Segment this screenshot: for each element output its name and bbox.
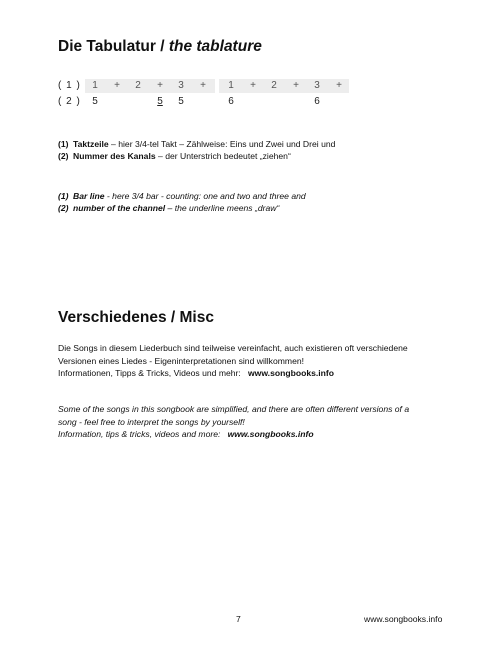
note-text: - here 3/4 bar - counting: one and two and three and	[104, 191, 306, 201]
beat-cell: 2	[135, 80, 141, 91]
note-term: Bar line	[73, 191, 105, 201]
para-line: Some of the songs in this songbook are simplified, and there are often different versions of a	[58, 404, 410, 414]
beat-cell: +	[293, 80, 299, 91]
misc-paragraph-english	[58, 403, 458, 441]
beat-cell: 3	[178, 80, 184, 91]
para-line	[58, 367, 458, 380]
note-number: (2)	[58, 151, 69, 161]
para-line: song - feel free to interpret the songs by yourself!	[58, 416, 245, 427]
channel-cell: 6	[314, 96, 320, 107]
bar-2-shading	[219, 79, 349, 93]
beat-cell: 3	[314, 80, 320, 91]
note-line	[58, 138, 335, 150]
note-line	[58, 202, 306, 214]
beat-cell: +	[157, 80, 163, 91]
note-term: number of the channel	[73, 203, 166, 213]
beat-cell: +	[114, 80, 120, 91]
bar-1-shading	[85, 79, 215, 93]
page-number: 7	[236, 614, 241, 624]
row1-label: ( 1 )	[58, 80, 81, 91]
channel-cell-draw: 5	[157, 96, 163, 107]
songbooks-link[interactable]: www.songbooks.info	[247, 368, 335, 378]
channel-cell: 5	[92, 96, 98, 107]
note-line	[58, 190, 306, 202]
note-number: (1)	[58, 139, 69, 149]
note-number: (2)	[58, 203, 69, 213]
misc-paragraph-german	[58, 342, 458, 380]
songbooks-link[interactable]: www.songbooks.info	[227, 429, 314, 439]
note-term: Taktzeile	[73, 139, 109, 149]
para-line: Die Songs in diesem Liederbuch sind teilweise vereinfacht, auch existieren oft verschiedene	[58, 343, 408, 353]
channel-cell: 5	[178, 96, 184, 107]
note-line	[58, 150, 335, 162]
beat-cell: +	[336, 80, 342, 91]
para-line	[58, 428, 458, 441]
para-text: Information, tips & tricks, videos and more:	[58, 429, 228, 439]
notes-english	[58, 190, 306, 214]
tablature-heading	[58, 38, 262, 56]
beat-cell: +	[200, 80, 206, 91]
tablature-heading-de: Die Tabulatur /	[58, 38, 165, 55]
para-line: Versionen eines Liedes - Eigeninterpretationen sind willkommen!	[58, 355, 305, 366]
note-term: Nummer des Kanals	[73, 151, 156, 161]
beat-cell: 1	[92, 80, 98, 91]
misc-heading: Verschiedenes / Misc	[58, 309, 214, 326]
notes-german	[58, 138, 335, 162]
footer-url[interactable]: www.songbooks.info	[364, 614, 443, 624]
beat-cell: 1	[228, 80, 234, 91]
note-text: – hier 3/4-tel Takt – Zählweise: Eins und Zwei und Drei und	[108, 139, 336, 149]
row2-label: ( 2 )	[58, 96, 81, 107]
note-number: (1)	[58, 191, 69, 201]
beat-cell: +	[250, 80, 256, 91]
tablature-heading-en: the tablature	[168, 38, 262, 55]
note-text: – der Unterstrich bedeutet „ziehen“	[155, 151, 291, 161]
channel-cell: 6	[228, 96, 234, 107]
note-text: – the underline meens „draw“	[165, 203, 280, 213]
beat-cell: 2	[271, 80, 277, 91]
para-text: Informationen, Tipps & Tricks, Videos und mehr:	[58, 368, 248, 378]
